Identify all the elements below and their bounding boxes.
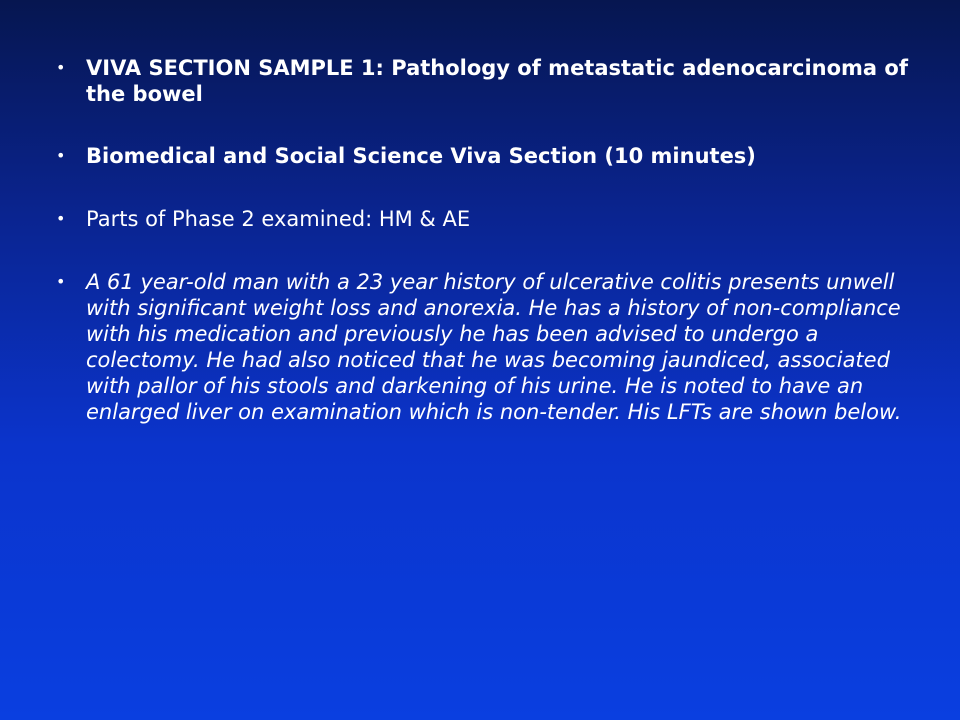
bullet-marker: • — [56, 209, 66, 228]
bullet-text-section: Biomedical and Social Science Viva Section (10 minutes) — [86, 144, 756, 168]
bullet-item-title — [56, 55, 936, 107]
bullet-text-case: A 61 year-old man with a 23 year history of ulcerative colitis presents unwell with significant weight loss and anorexia. He has a history of non-compliance with his medication and previously he has been advised to undergo a colectomy. He had also noticed that he was becoming jaundiced, associated with pallor of his stools and darkening of his urine. He is noted to have an enlarged liver on examination which is non-tender. His LFTs are shown below. — [86, 270, 902, 424]
bullet-item-case — [56, 269, 936, 425]
bullet-item-section — [56, 143, 936, 169]
bullet-list — [56, 55, 936, 461]
bullet-marker: • — [56, 146, 66, 165]
bullet-marker: • — [56, 272, 66, 291]
bullet-text-parts: Parts of Phase 2 examined: HM & AE — [86, 207, 471, 231]
bullet-marker: • — [56, 58, 66, 77]
bullet-text-title: VIVA SECTION SAMPLE 1: Pathology of metastatic adenocarcinoma of the bowel — [86, 56, 908, 106]
bullet-item-parts — [56, 206, 936, 232]
